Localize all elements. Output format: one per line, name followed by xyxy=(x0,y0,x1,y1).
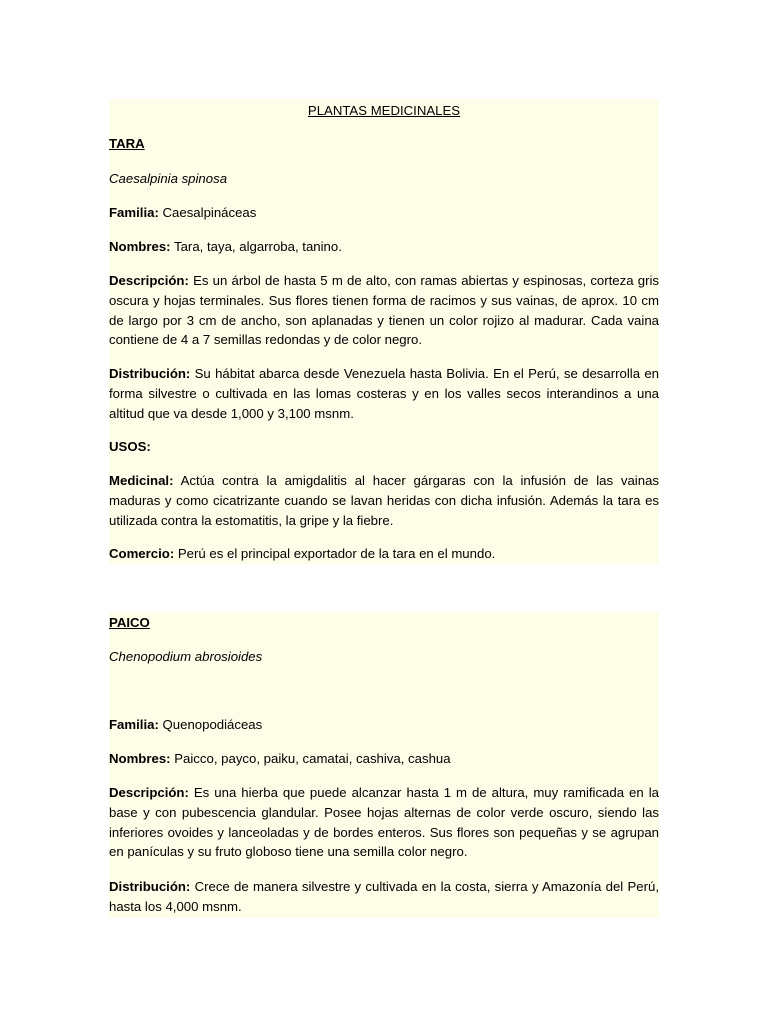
tara-usos-heading: USOS: xyxy=(109,439,151,454)
paico-heading: PAICO xyxy=(109,615,150,630)
paico-descripcion xyxy=(109,783,659,862)
paico-descripcion-label: Descripción: xyxy=(109,785,189,800)
tara-medicinal-value: Actúa contra la amigdalitis al hacer gárgaras con la infusión de las vainas maduras y como cicatrizante cuando se lavan heridas con dicha infusión. Además la tara es utilizada contra la estomatitis, la gripe y la fiebre. xyxy=(109,473,659,528)
document-title: PLANTAS MEDICINALES xyxy=(307,103,461,118)
tara-comercio-label: Comercio: xyxy=(109,546,175,561)
paico-nombres-label: Nombres: xyxy=(109,751,171,766)
tara-nombres-value: Tara, taya, algarroba, tanino. xyxy=(174,239,342,254)
tara-medicinal-label: Medicinal: xyxy=(109,473,174,488)
tara-familia-label: Familia: xyxy=(109,205,159,220)
paico-nombres xyxy=(109,749,659,769)
tara-descripcion-label: Descripción: xyxy=(109,273,189,288)
tara-scientific-name: Caesalpinia spinosa xyxy=(109,171,228,186)
tara-comercio-value: Perú es el principal exportador de la tara en el mundo. xyxy=(177,546,496,561)
paico-distribucion xyxy=(109,877,659,917)
tara-descripcion xyxy=(109,271,659,350)
paico-descripcion-value: Es una hierba que puede alcanzar hasta 1 m de altura, muy ramificada en la base y con pubescencia glandular. Posee hojas alternas de color verde oscuro, siendo las inferiores ovoides y lanceoladas y de bordes enteros. Sus flores son pequeñas y se agrupan en panículas y su fruto globoso tiene una semilla color negro. xyxy=(109,785,659,860)
paico-nombres-value: Paicco, payco, paiku, camatai, cashiva, cashua xyxy=(174,751,451,766)
tara-familia-value: Caesalpináceas xyxy=(162,205,257,220)
paico-familia-value: Quenopodiáceas xyxy=(162,717,263,732)
tara-medicinal xyxy=(109,471,659,530)
tara-nombres-label: Nombres: xyxy=(109,239,171,254)
tara-descripcion-value: Es un árbol de hasta 5 m de alto, con ramas abiertas y espinosas, corteza gris oscura y hojas terminales. Sus flores tienen forma de racimos y sus vainas, de aprox. 10 cm de largo por 3 cm de ancho, son aplanadas y tienen un color rojizo al madurar. Cada vaina contiene de 4 a 7 semillas redondas y de color negro. xyxy=(109,273,659,348)
tara-distribucion-label: Distribución: xyxy=(109,366,191,381)
tara-heading: TARA xyxy=(109,136,145,151)
tara-distribucion-value: Su hábitat abarca desde Venezuela hasta Bolivia. En el Perú, se desarrolla en forma silvestre o cultivada en las lomas costeras y en los valles secos interandinos a una altitud que va desde 1,000 y 3,100 msnm. xyxy=(109,366,660,421)
tara-familia xyxy=(109,203,659,223)
paico-familia xyxy=(109,715,659,735)
tara-nombres xyxy=(109,237,659,257)
tara-comercio xyxy=(109,544,659,564)
tara-distribucion xyxy=(109,364,659,423)
paico-familia-label: Familia: xyxy=(109,717,159,732)
paico-distribucion-value: Crece de manera silvestre y cultivada en la costa, sierra y Amazonía del Perú, hasta los 4,000 msnm. xyxy=(109,879,659,914)
paico-distribucion-label: Distribución: xyxy=(109,879,191,894)
paico-scientific-name: Chenopodium abrosioides xyxy=(109,649,263,664)
